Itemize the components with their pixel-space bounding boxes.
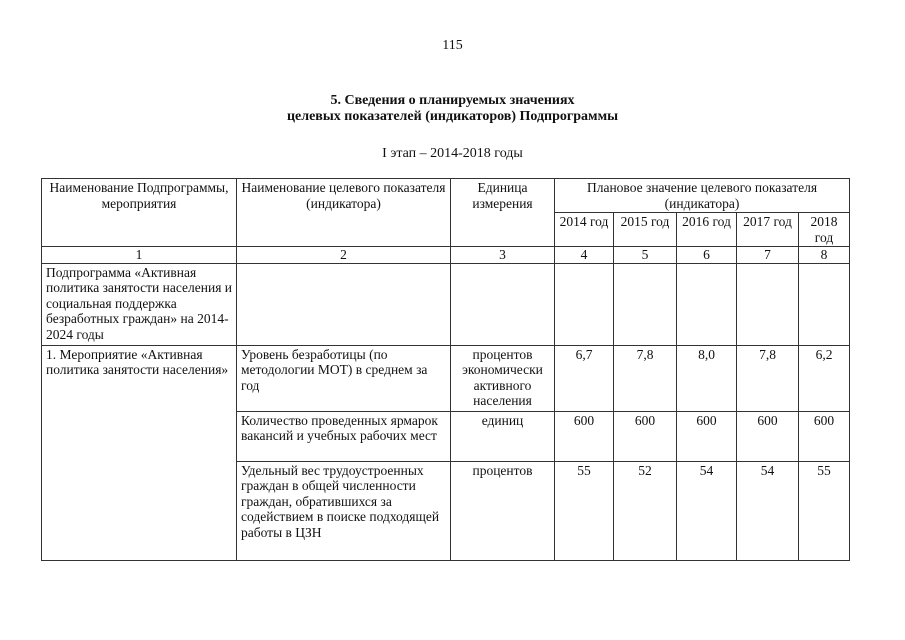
empty-cell — [555, 263, 614, 345]
header-year: 2014 год — [555, 213, 614, 247]
subprogram-row — [42, 263, 850, 345]
header-year: 2016 год — [677, 213, 737, 247]
table-row — [42, 345, 850, 411]
empty-cell — [237, 263, 451, 345]
header-year: 2018 год — [799, 213, 850, 247]
activity-name: 1. Мероприятие «Активная политика занятости населения» — [42, 345, 237, 560]
header-row — [42, 179, 850, 213]
title-line-2: целевых показателей (индикаторов) Подпрограммы — [286, 109, 619, 124]
indicator-name: Удельный вес трудоустроенных граждан в общей численности граждан, обратившихся за содействием в поиске подходящей работы в ЦЗН — [237, 461, 451, 560]
indicator-value: 600 — [614, 411, 677, 461]
column-number: 2 — [237, 247, 451, 264]
column-number: 1 — [42, 247, 237, 264]
empty-cell — [799, 263, 850, 345]
stage-subtitle: I этап – 2014-2018 годы — [382, 146, 523, 161]
header-planned: Плановое значение целевого показателя (индикатора) — [555, 179, 850, 213]
header-subprogram: Наименование Подпрограммы, мероприятия — [42, 179, 237, 247]
column-number: 4 — [555, 247, 614, 264]
column-number: 8 — [799, 247, 850, 264]
indicator-value: 600 — [737, 411, 799, 461]
indicator-value: 55 — [799, 461, 850, 560]
document-title — [0, 93, 905, 125]
header-indicator: Наименование целевого показателя (индикатора) — [237, 179, 451, 247]
indicator-unit: процентов экономически активного населения — [451, 345, 555, 411]
indicators-table — [41, 178, 850, 561]
column-numbers-row — [42, 247, 850, 264]
indicator-value: 600 — [677, 411, 737, 461]
column-number: 3 — [451, 247, 555, 264]
page-number: 115 — [442, 38, 463, 53]
indicator-value: 600 — [555, 411, 614, 461]
header-unit: Единица измерения — [451, 179, 555, 247]
header-year: 2015 год — [614, 213, 677, 247]
indicator-value: 7,8 — [737, 345, 799, 411]
indicator-name: Уровень безработицы (по методологии МОТ) в среднем за год — [237, 345, 451, 411]
indicator-unit: процентов — [451, 461, 555, 560]
header-year: 2017 год — [737, 213, 799, 247]
indicator-unit: единиц — [451, 411, 555, 461]
title-line-1: 5. Сведения о планируемых значениях — [330, 93, 575, 108]
indicator-value: 54 — [737, 461, 799, 560]
empty-cell — [677, 263, 737, 345]
indicator-value: 54 — [677, 461, 737, 560]
empty-cell — [451, 263, 555, 345]
indicator-value: 8,0 — [677, 345, 737, 411]
indicator-value: 7,8 — [614, 345, 677, 411]
indicator-value: 6,7 — [555, 345, 614, 411]
indicator-value: 52 — [614, 461, 677, 560]
indicator-value: 55 — [555, 461, 614, 560]
column-number: 5 — [614, 247, 677, 264]
empty-cell — [737, 263, 799, 345]
subprogram-name: Подпрограмма «Активная политика занятости населения и социальная поддержка безработных граждан» на 2014-2024 годы — [42, 263, 237, 345]
column-number: 6 — [677, 247, 737, 264]
indicator-value: 6,2 — [799, 345, 850, 411]
column-number: 7 — [737, 247, 799, 264]
indicator-value: 600 — [799, 411, 850, 461]
empty-cell — [614, 263, 677, 345]
indicator-name: Количество проведенных ярмарок вакансий и учебных рабочих мест — [237, 411, 451, 461]
